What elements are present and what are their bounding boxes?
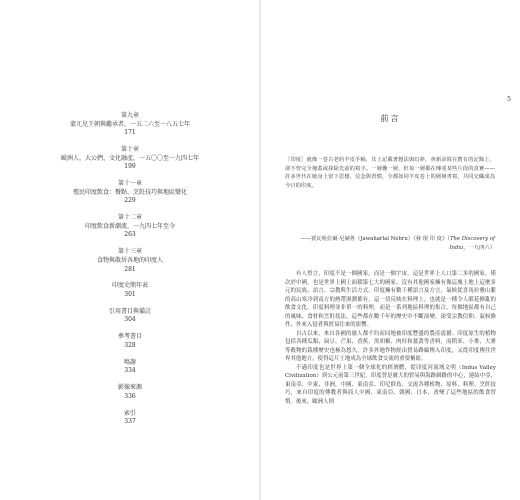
toc-page: 301: [124, 290, 136, 298]
toc-page: 229: [124, 197, 136, 205]
toc-entry: [30, 180, 230, 206]
epigraph-source: [285, 235, 495, 252]
toc-title: 鳴謝: [123, 358, 136, 366]
toc-chapter: 第十章: [120, 146, 139, 154]
toc-title: 引用書目與備註: [108, 307, 151, 315]
toc-entry: [30, 359, 230, 376]
paragraph: 有人曾言，印度不是一個國家，而是一個宇宙，這是世界上人口第二多的國家，僅次於中國，也是世界上國土面積第七大的國家，沒有其他國家擁有像這塊土地上這麼多元的民族、語言、宗教與生活方式。印度擁有數千種語言及方言，氣候從喜馬拉雅山脈的高山寒冷到南方的熱帶濕潤都有，這一切反映在料理上，也就是一種令人眼花撩亂的飲食文化。印度料理並非單一的料理，而是一系列地區料理的集合，每個地區都有自己的風味、食材和烹飪技法，這些都在數千年的歷史中不斷演變，深受宗教信仰、氣候條件、外來入侵者與貿易往來的影響。: [285, 271, 496, 328]
body-text: [285, 270, 496, 406]
toc-title: 參考書目: [117, 333, 142, 341]
toc-page: 171: [124, 129, 136, 137]
epigraph-year: ，一九四六）: [463, 244, 495, 251]
toc-entry: [30, 146, 230, 172]
toc-title: 印度飲食新潮流，一九四七年至今: [84, 222, 175, 230]
toc-title: 索引: [123, 409, 136, 417]
table-of-contents: [30, 112, 230, 435]
page-number: 5: [507, 96, 511, 103]
toc-page: 328: [124, 341, 136, 349]
left-page: [0, 0, 259, 500]
toc-page: 281: [124, 265, 136, 273]
toc-entry: [30, 112, 230, 138]
toc-title: 印度史簡年表: [111, 282, 148, 290]
right-page: [261, 0, 520, 500]
toc-page: 334: [124, 367, 136, 375]
toc-entry: [30, 384, 230, 401]
toc-entry: [30, 248, 230, 274]
toc-title: 殖民印度飲食：餐點、烹飪技巧與地區變化: [72, 188, 187, 196]
paragraph: 自古以來，來自各國的旅人都不約而同地被印度豐盛的農產震撼。印度原生的植物包括各種瓜類、扁豆、芒果、香蕉、黑胡椒、肉桂和薑黃等香料，而稻米、小麥、大麥等穀物的栽種歷史也極為悠久。許多外地作物經由貿易路線傳入印度，又從印度傳往世界其他地方，使得這片土地成為全球飲食交流的重要樞紐。: [285, 330, 496, 362]
epigraph-book-title: The Discovery of India: [449, 236, 495, 251]
paragraph: 不過印度也是世界上第一個全球化的經濟體，從印度河流域文明（Indus Valley Civilization）到公元前第三世紀，印度曾是廣大的貿易與海路網路的中心，連結中亞、東南亞、中東、非洲，中國、東南亞、印尼群島、交流各種植物、原料、料理、烹飪技巧，來自印度的傳教者與商人中國、東南亞、韓國、日本，改變了這些地區的飲食習慣。後來，歐洲人則: [285, 364, 496, 405]
toc-page: 304: [124, 316, 136, 324]
epigraph-author: ——賈瓦哈拉爾·尼赫魯（Jawaharlal Nehru）《發 現 印 度》（: [300, 236, 450, 242]
toc-page: 337: [124, 418, 136, 426]
toc-chapter: 第十一章: [117, 180, 142, 188]
toc-chapter: 第九章: [120, 112, 139, 119]
epigraph: ［印度］就像一卷古老的羊皮手稿，其上記載著想法與幻夢，會新添寫在舊有的記錄上，卻不曾完全掩蓋或抹除先前的寫字。一層疊一層，但每一層都在傳達某些片段的真實——許多世代在她身上留下思想、信念與習慣，全都如同羊皮卷上的層層書寫，共同交織成為今日的印度。: [285, 157, 495, 189]
page-title: 前言: [380, 114, 401, 123]
toc-title: 蒙兀兒王朝與繼承者，一五二六至一八五七年: [69, 120, 190, 128]
toc-page: 263: [124, 231, 136, 239]
toc-page: 199: [124, 163, 136, 171]
toc-page: 336: [124, 392, 136, 400]
toc-entry: [30, 333, 230, 350]
toc-entry: [30, 214, 230, 240]
toc-title: 影像來源: [117, 384, 142, 392]
toc-entry: [30, 282, 230, 299]
toc-entry: [30, 410, 230, 427]
toc-title: 食物與散居各地的印度人: [96, 256, 163, 264]
toc-entry: [30, 308, 230, 325]
toc-chapter: 第十二章: [117, 214, 142, 222]
toc-chapter: 第十三章: [117, 248, 142, 256]
toc-title: 歐洲人、大公們、文化融產，一五〇〇至一九四七年: [60, 154, 199, 162]
